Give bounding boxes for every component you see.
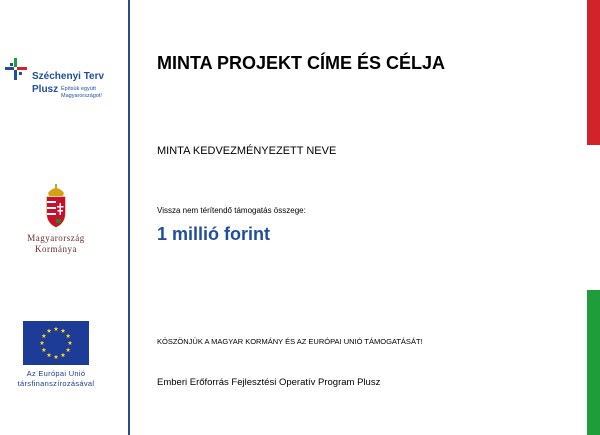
thanks-text: KÖSZÖNJÜK A MAGYAR KORMÁNY ÉS AZ EURÓPAI UNIÓ TÁMOGATÁSÁT! [157,337,423,346]
beneficiary-name: MINTA KEDVEZMÉNYEZETT NEVE [157,145,337,157]
eu-line1: Az Európai Unió [26,369,86,378]
szechenyi-name-line2: Plusz [32,84,59,95]
program-name: Emberi Erőforrás Fejlesztési Operatív Program Plusz [157,377,381,388]
grant-label: Vissza nem térítendő támogatás összege: [157,206,306,215]
szechenyi-cross-icon [5,58,27,80]
hungarian-coat-of-arms-icon [42,183,70,229]
divider-line [128,0,130,435]
government-line1: Magyarország [27,233,85,243]
project-title: MINTA PROJEKT CÍME ÉS CÉLJA [157,53,446,73]
flag-green-stripe [587,290,600,435]
government-logo-text [0,233,112,255]
flag-red-stripe [587,0,600,145]
government-line2: Kormánya [35,244,77,254]
szechenyi-tagline [61,86,102,100]
logo-sidebar [0,0,129,435]
szechenyi-tagline-line1: Építsük együtt [61,86,96,92]
eu-line2: társfinanszírozásával [17,379,95,388]
szechenyi-name-line1: Széchenyi Terv [32,71,105,82]
eu-flag-icon [23,321,89,365]
grant-amount: 1 millió forint [157,224,271,244]
szechenyi-tagline-line2: Magyarországot! [61,93,102,99]
eu-logo-text [0,369,112,389]
szechenyi-logo [5,58,125,108]
